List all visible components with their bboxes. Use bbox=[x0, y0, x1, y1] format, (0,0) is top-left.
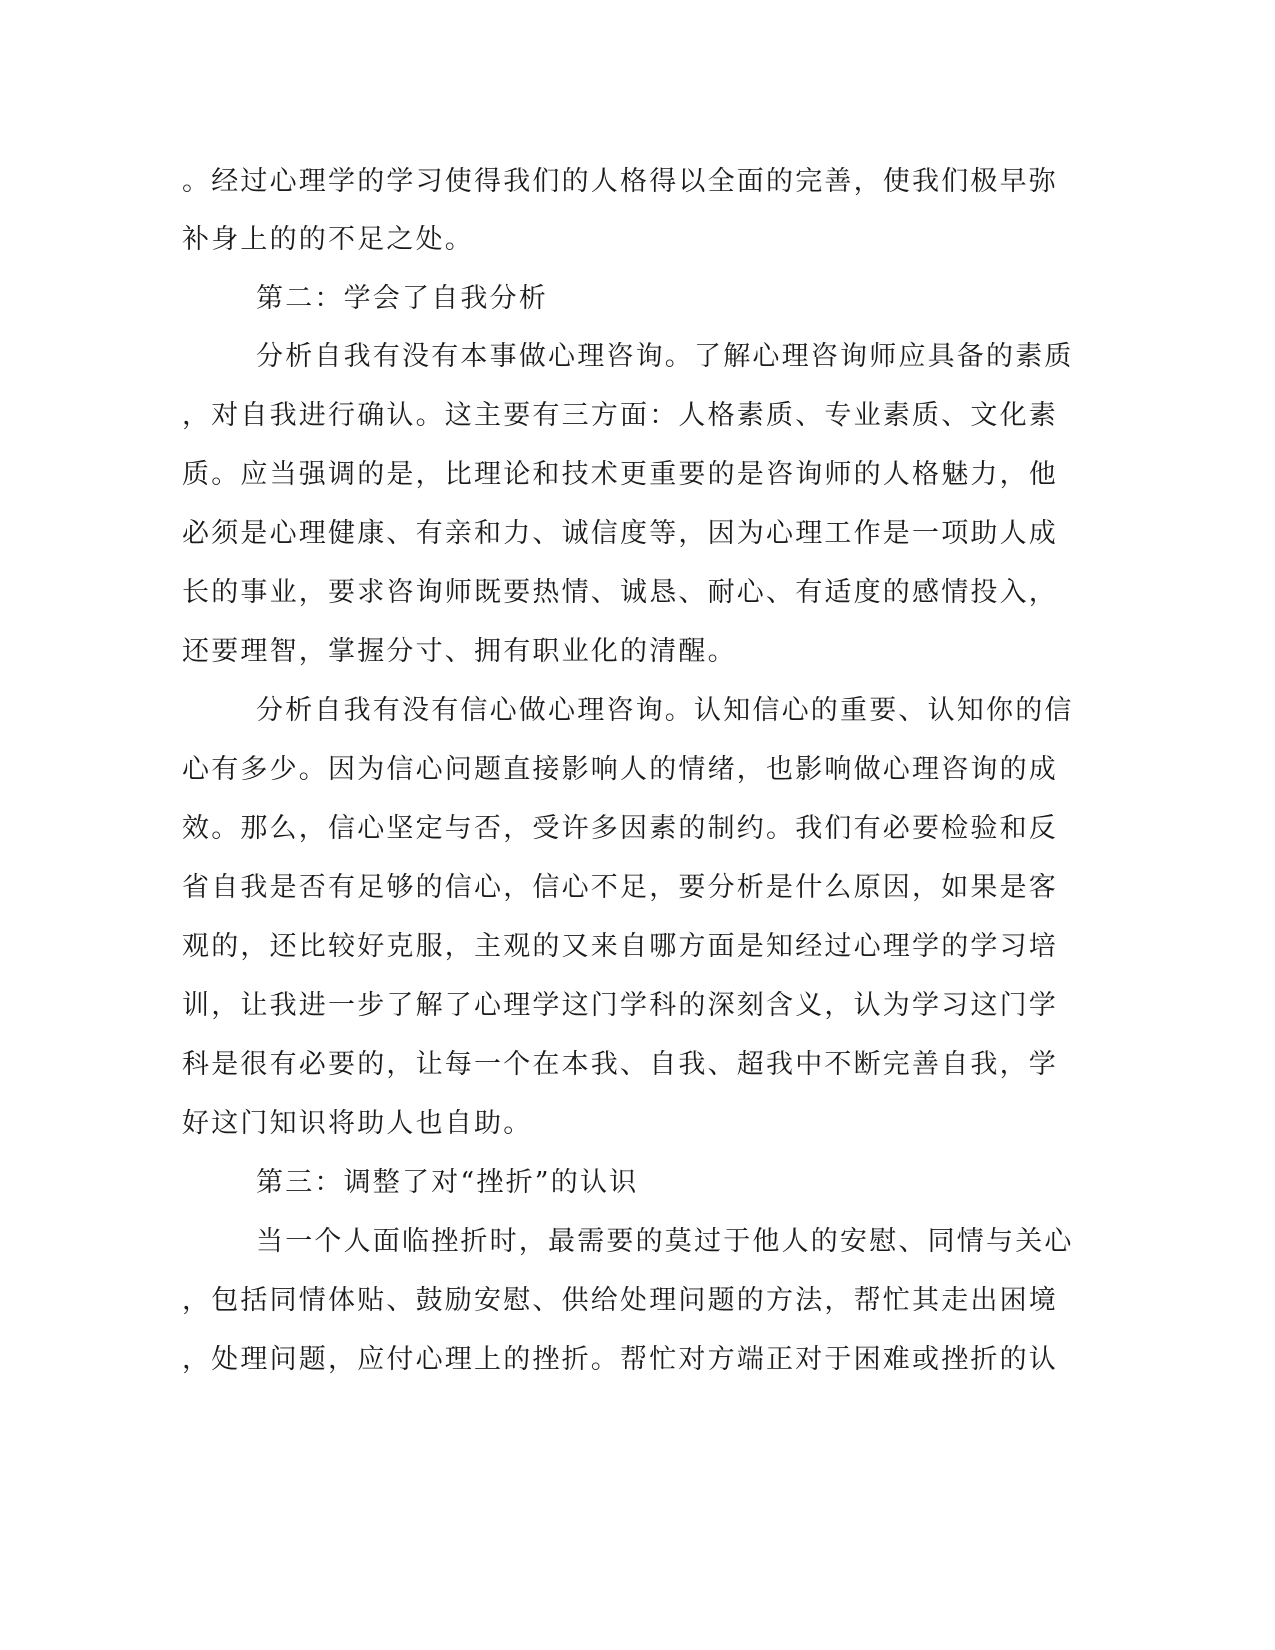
section-heading-3: 第三：调整了对“挫折”的认识 bbox=[256, 1167, 639, 1198]
section-heading-2: 第二：学会了自我分析 bbox=[256, 283, 548, 314]
text-line-8: 长的事业，要求咨询师既要热情、诚恳、耐心、有适度的感情投入， bbox=[182, 577, 1058, 608]
text-line-7: 必须是心理健康、有亲和力、诚信度等，因为心理工作是一项助人成 bbox=[182, 518, 1058, 549]
text-line-20: ，包括同情体贴、鼓励安慰、供给处理问题的方法，帮忙其走出困境 bbox=[182, 1285, 1058, 1316]
text-line-6: 质。应当强调的是，比理论和技术更重要的是咨询师的人格魅力，他 bbox=[182, 459, 1058, 490]
text-line-2: 补身上的的不足之处。 bbox=[182, 224, 474, 255]
text-line-19: 当一个人面临挫折时，最需要的莫过于他人的安慰、同情与关心 bbox=[256, 1226, 1074, 1257]
text-line-10: 分析自我有没有信心做心理咨询。认知信心的重要、认知你的信 bbox=[256, 695, 1074, 726]
text-line-11: 心有多少。因为信心问题直接影响人的情绪，也影响做心理咨询的成 bbox=[182, 754, 1058, 785]
text-line-12: 效。那么，信心坚定与否，受许多因素的制约。我们有必要检验和反 bbox=[182, 813, 1058, 844]
text-line-15: 训，让我进一步了解了心理学这门学科的深刻含义，认为学习这门学 bbox=[182, 990, 1058, 1021]
text-line-1: 。经过心理学的学习使得我们的人格得以全面的完善，使我们极早弥 bbox=[182, 166, 1058, 197]
text-line-21: ，处理问题，应付心理上的挫折。帮忙对方端正对于困难或挫折的认 bbox=[182, 1344, 1058, 1375]
text-line-13: 省自我是否有足够的信心，信心不足，要分析是什么原因，如果是客 bbox=[182, 872, 1058, 903]
text-line-4: 分析自我有没有本事做心理咨询。了解心理咨询师应具备的素质 bbox=[256, 341, 1074, 372]
text-line-9: 还要理智，掌握分寸、拥有职业化的清醒。 bbox=[182, 636, 737, 667]
text-line-5: ，对自我进行确认。这主要有三方面：人格素质、专业素质、文化素 bbox=[182, 400, 1058, 431]
text-line-16: 科是很有必要的，让每一个在本我、自我、超我中不断完善自我，学 bbox=[182, 1049, 1058, 1080]
text-line-17: 好这门知识将助人也自助。 bbox=[182, 1108, 533, 1139]
text-line-14: 观的，还比较好克服，主观的又来自哪方面是知经过心理学的学习培 bbox=[182, 931, 1058, 962]
